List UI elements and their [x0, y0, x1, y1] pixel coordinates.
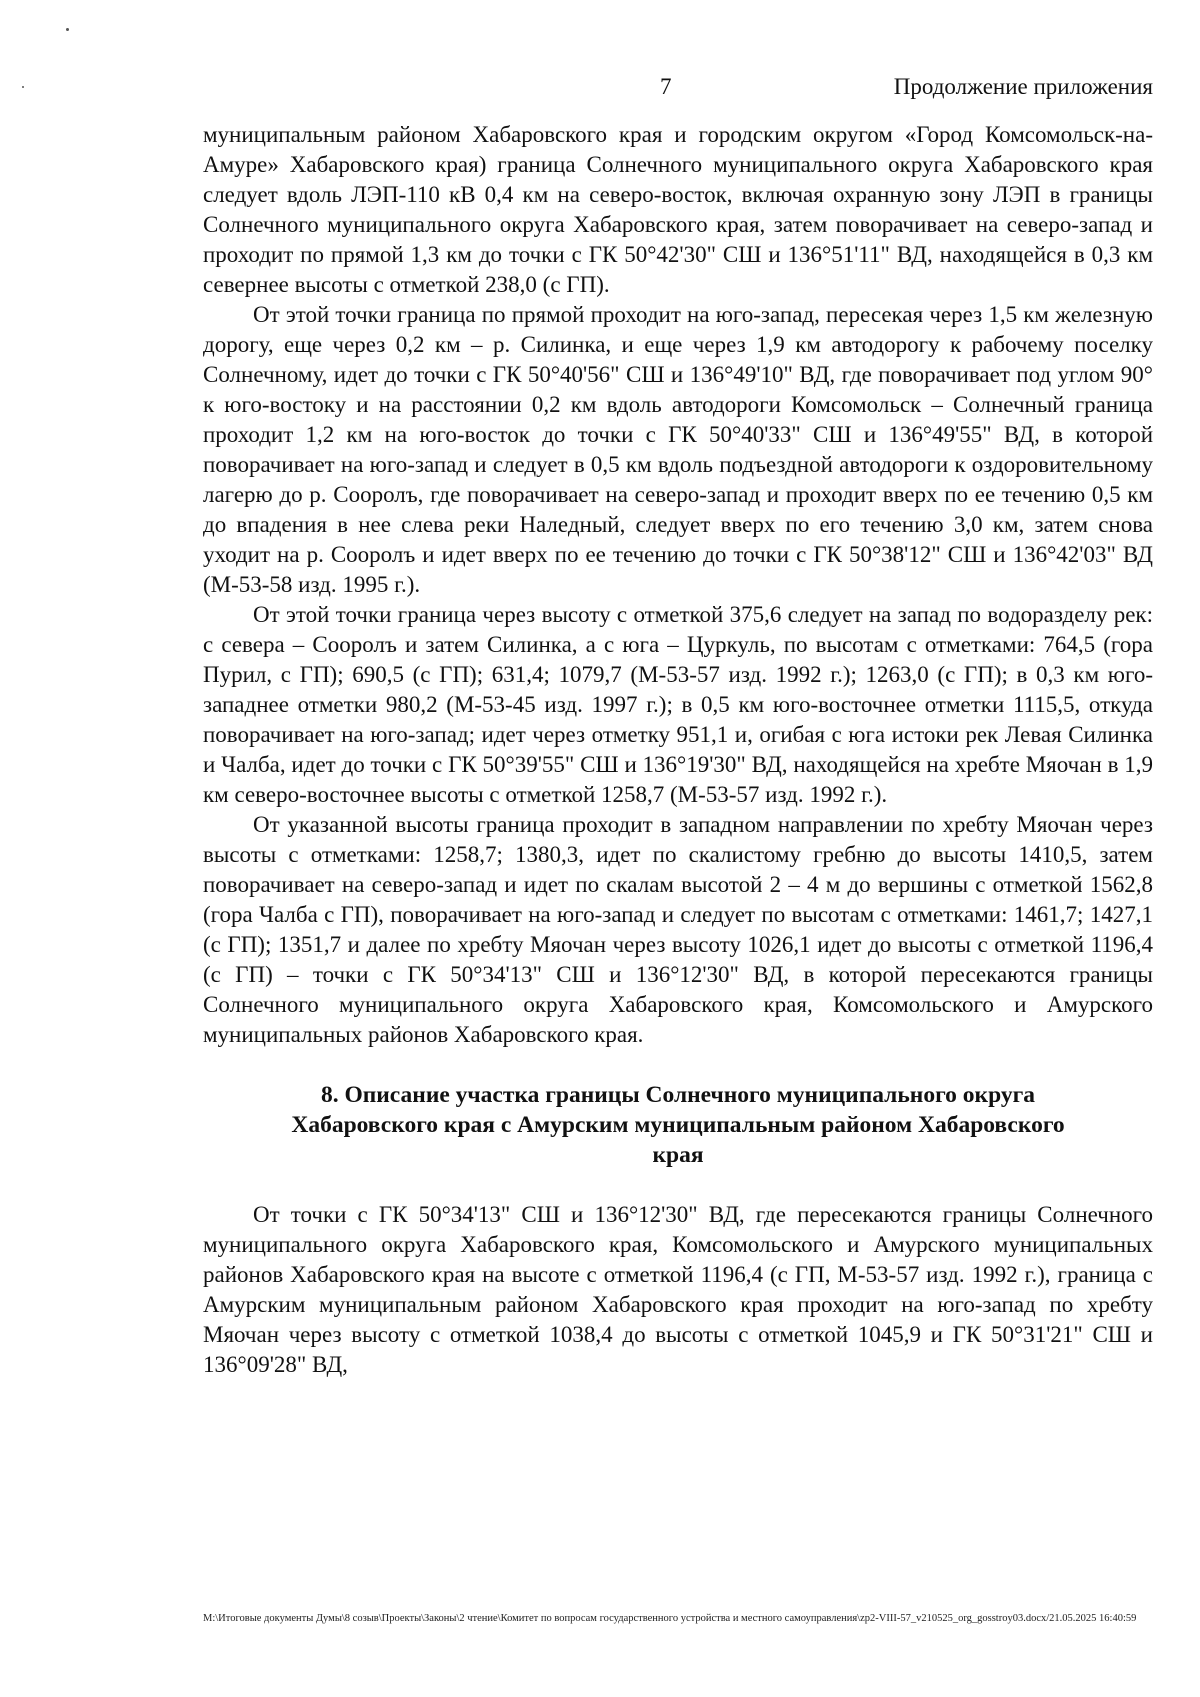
paragraph-continuation: муниципальным районом Хабаровского края и городским округом «Город Комсомольск-на-Амуре» Хабаровского края) граница Солнечного муниципального округа Хабаровского края следует вдоль ЛЭП-110 кВ 0,4 км на северо-восток, включая охранную зону ЛЭП в границы Солнечного муниципального округа Хабаровского края, затем поворачивает на северо-запад и проходит по прямой 1,3 км до точки с ГК 50°42'30" СШ и 136°51'11" ВД, находящейся в 0,3 км севернее высоты с отметкой 238,0 (с ГП).: [203, 122, 1153, 297]
page-header-continuation: Продолжение приложения: [893, 74, 1153, 99]
document-body: [203, 120, 1153, 1380]
page-number: 7: [660, 74, 672, 99]
paragraph: От этой точки граница через высоту с отметкой 375,6 следует на запад по водоразделу рек: с севера – Сооролъ и затем Силинка, а с юга – Цуркуль, по высотам с отметками: 764,5 (гора Пурил, с ГП); 690,5 (с ГП); 631,4; 1079,7 (М-53-57 изд. 1992 г.); 1263,0 (с ГП); в 0,3 км юго-западнее отметки 980,2 (М-53-45 изд. 1997 г.); в 0,5 км юго-восточнее отметки 1115,5, откуда поворачивает на юго-запад; идет через отметку 951,1 и, огибая с юга истоки рек Левая Силинка и Чалба, идет до точки с ГК 50°39'55" СШ и 136°19'30" ВД, находящейся на хребте Мяочан в 1,9 км северо-восточнее высоты с отметкой 1258,7 (М-53-57 изд. 1992 г.).: [203, 602, 1153, 807]
section-heading: 8. Описание участка границы Солнечного муниципального округа Хабаровского края с Амурским муниципальным районом Хабаровского края: [291, 1082, 1065, 1168]
paragraph: От указанной высоты граница проходит в западном направлении по хребту Мяочан через высоты с отметками: 1258,7; 1380,3, идет по скалистому гребню до высоты 1410,5, затем поворачивает на северо-запад и идет по скалам высотой 2 – 4 м до вершины с отметкой 1562,8 (гора Чалба с ГП), поворачивает на юго-запад и следует по высотам с отметками: 1461,7; 1427,1 (с ГП); 1351,7 и далее по хребту Мяочан через высоту 1026,1 идет до высоты с отметкой 1196,4 (с ГП) – точки с ГК 50°34'13" СШ и 136°12'30" ВД, в которой пересекаются границы Солнечного муниципального округа Хабаровского края, Комсомольского и Амурского муниципальных районов Хабаровского края.: [203, 812, 1153, 1047]
footer-file-path: M:\Итоговые документы Думы\8 созыв\Проекты\Законы\2 чтение\Комитет по вопросам государственного устройства и местного самоуправления\zp2-VIII-57_v210525_org_gosstroy03.docx/21.05.2025 16:40:59: [203, 1613, 1137, 1624]
paragraph: От этой точки граница по прямой проходит на юго-запад, пересекая через 1,5 км железную дорогу, еще через 0,2 км – р. Силинка, и еще через 1,9 км автодорогу к рабочему поселку Солнечному, идет до точки с ГК 50°40'56" СШ и 136°49'10" ВД, где поворачивает под углом 90° к юго-востоку и на расстоянии 0,2 км вдоль автодороги Комсомольск – Солнечный граница проходит 1,2 км на юго-восток до точки с ГК 50°40'33" СШ и 136°49'55" ВД, в которой поворачивает на юго-запад и следует в 0,5 км вдоль подъездной автодороги к оздоровительному лагерю до р. Сооролъ, где поворачивает на северо-запад и проходит вверх по ее течению 0,5 км до впадения в нее слева реки Наледный, следует вверх по его течению 3,0 км, затем снова уходит на р. Сооролъ и идет вверх по ее течению до точки с ГК 50°38'12" СШ и 136°42'03" ВД (М-53-58 изд. 1995 г.).: [203, 302, 1153, 597]
scan-speck: [22, 86, 24, 88]
paragraph: От точки с ГК 50°34'13" СШ и 136°12'30" ВД, где пересекаются границы Солнечного муниципального округа Хабаровского края, Комсомольского и Амурского муниципальных районов Хабаровского края на высоте с отметкой 1196,4 (с ГП, М-53-57 изд. 1992 г.), граница с Амурским муниципальным районом Хабаровского края проходит на юго-запад по хребту Мяочан через высоту с отметкой 1038,4 до высоты с отметкой 1045,9 и ГК 50°31'21" СШ и 136°09'28" ВД,: [203, 1202, 1153, 1377]
scan-speck: [66, 28, 69, 31]
